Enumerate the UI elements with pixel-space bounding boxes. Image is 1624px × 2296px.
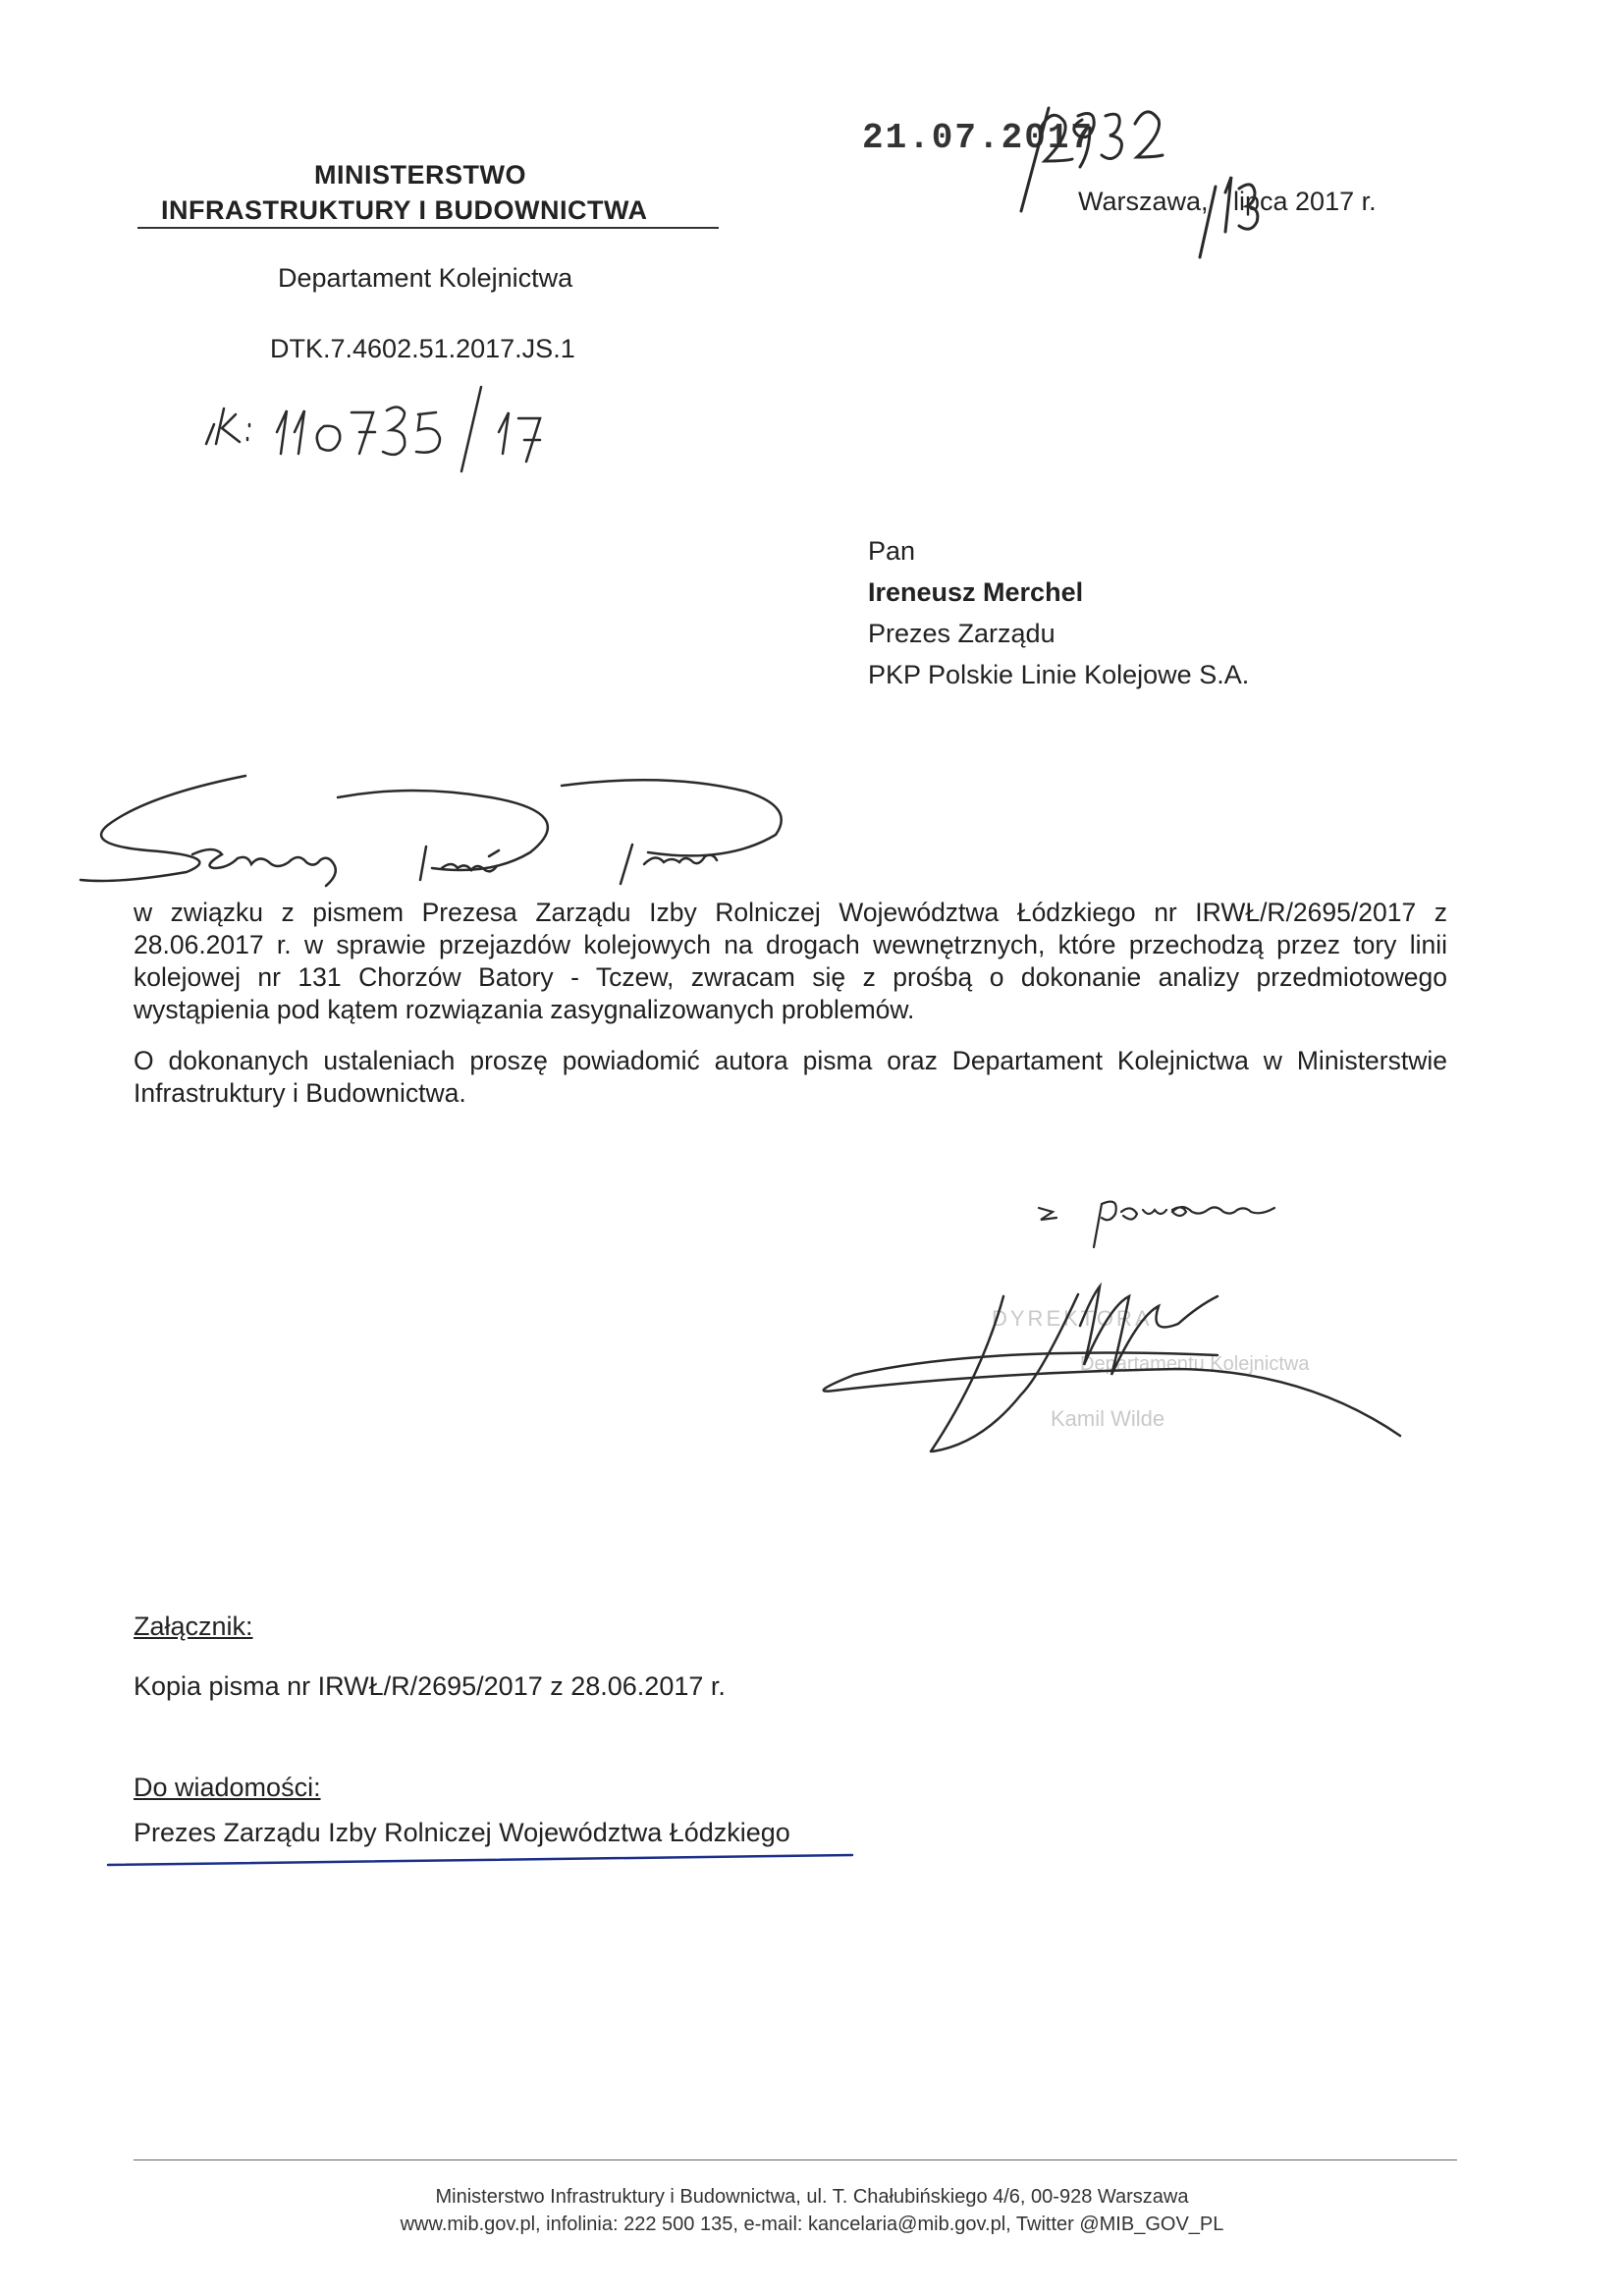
- body-paragraph-1: w związku z pismem Prezesa Zarządu Izby Rolniczej Województwa Łódzkiego nr IRWŁ/R/2695/2017 z 28.06.2017 r. w sprawie przejazdów kolejowych na drogach wewnętrznych, które przechodzą przez tory linii kolejowej nr 131 Chorzów Batory - Tczew, zwracam się z prośbą o dokonanie analizy przedmiotowego wystąpienia pod kątem rozwiązania zasygnalizowanych problemów.: [134, 898, 1447, 1024]
- header-divider: [137, 227, 719, 229]
- log-number-handwriting: [206, 387, 540, 471]
- addressee-name: Ireneusz Merchel: [868, 577, 1084, 607]
- body-paragraph-2: O dokonanych ustaleniach proszę powiadomić autora pisma oraz Departament Kolejnictwa w Ministerstwie Infrastruktury i Budownictwa.: [134, 1046, 1447, 1108]
- cc-item: Prezes Zarządu Izby Rolniczej Województwa Łódzkiego: [134, 1818, 790, 1847]
- stamp-department: Departamentu Kolejnictwa: [1080, 1353, 1310, 1375]
- stamp-role: DYREKTORA: [992, 1306, 1153, 1331]
- addressee-organization: PKP Polskie Linie Kolejowe S.A.: [868, 660, 1250, 689]
- cc-heading: Do wiadomości:: [134, 1773, 321, 1802]
- footer-contact: www.mib.gov.pl, infolinia: 222 500 135, e-mail: kancelaria@mib.gov.pl, Twitter @MIB_GOV_PL: [400, 2214, 1224, 2235]
- addressee-position: Prezes Zarządu: [868, 619, 1056, 648]
- cc-underline: [108, 1855, 852, 1865]
- reference-number: DTK.7.4602.51.2017.JS.1: [270, 334, 575, 363]
- addressee-title: Pan: [868, 536, 916, 566]
- footer-divider: [134, 2159, 1457, 2160]
- attachment-item: Kopia pisma nr IRWŁ/R/2695/2017 z 28.06.2017 r.: [134, 1671, 726, 1701]
- footer-address: Ministerstwo Infrastruktury i Budownictwa, ul. T. Chałubińskiego 4/6, 00-928 Warszawa: [435, 2186, 1189, 2208]
- department-name: Departament Kolejnictwa: [278, 263, 573, 293]
- registration-stamp: [862, 118, 1094, 158]
- date-month-year: lipca 2017 r.: [1233, 187, 1377, 216]
- ministry-name-line1: MINISTERSTWO: [314, 160, 526, 190]
- attachment-heading: Załącznik:: [134, 1612, 253, 1641]
- date-place: Warszawa,: [1078, 187, 1209, 216]
- salutation-handwriting: [81, 776, 782, 886]
- stamp-name: Kamil Wilde: [1051, 1406, 1165, 1431]
- note-handwriting: [1039, 1202, 1274, 1247]
- svg-text:21.07.2017: 21.07.2017: [862, 118, 1095, 158]
- ministry-name-line2: INFRASTRUKTURY I BUDOWNICTWA: [161, 195, 648, 225]
